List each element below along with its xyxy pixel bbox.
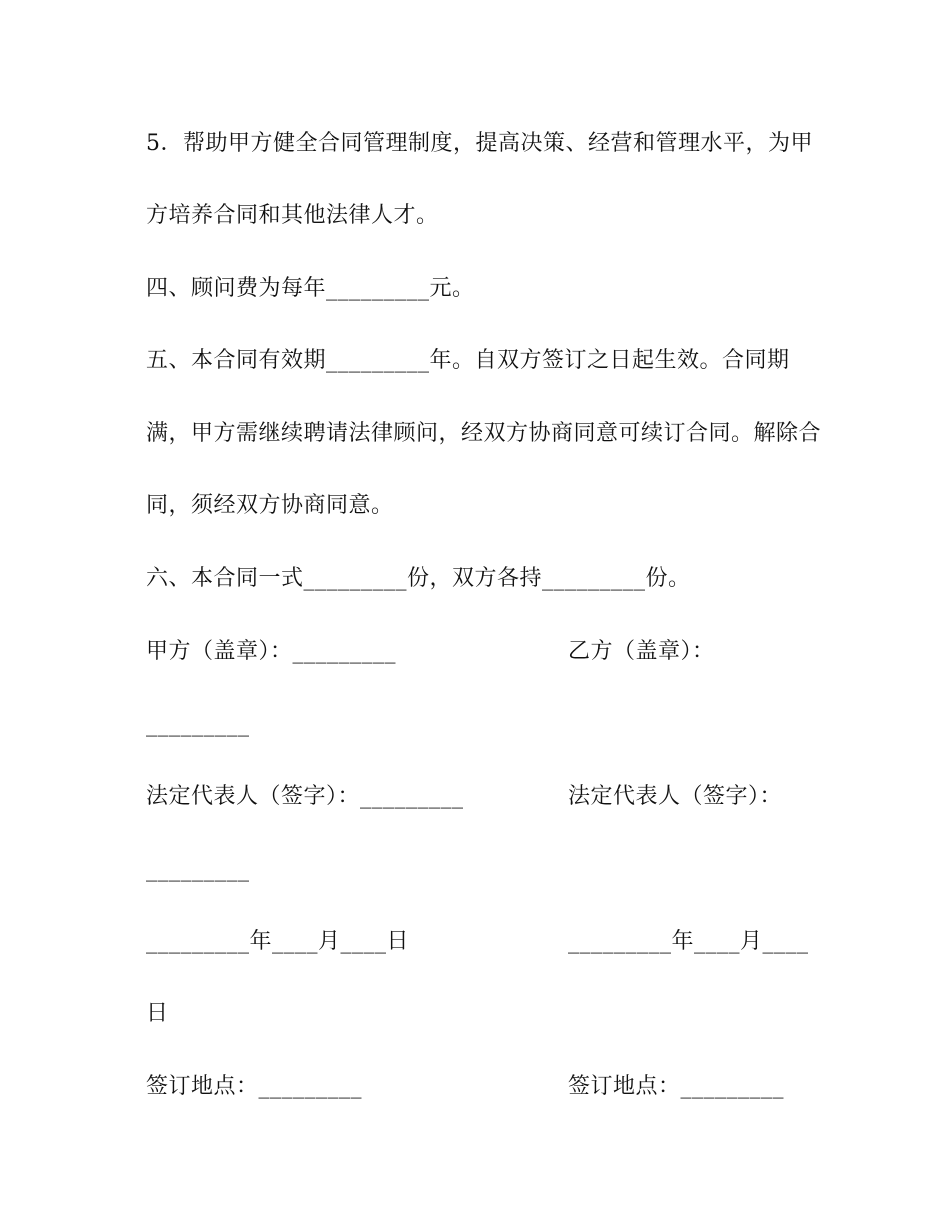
clause-fee: 四、顾问费为每年_________元。 (146, 276, 475, 301)
party-b-representative-blank: _________ (146, 857, 250, 882)
clause-copies: 六、本合同一式_________份，双方各持_________份。 (146, 566, 691, 591)
party-a-representative: 法定代表人（签字）：_________ (146, 784, 464, 809)
clause-5-line-1: 5．帮助甲方健全合同管理制度，提高决策、经营和管理水平，为甲 (146, 131, 813, 156)
party-b-date: _________年____月____ (568, 929, 809, 954)
party-b-seal: 乙方（盖章）： (568, 639, 715, 664)
party-a-date: _________年____月____日 (146, 929, 410, 954)
clause-5-line-2: 方培养合同和其他法律人才。 (146, 203, 439, 228)
party-b-date-day: 日 (146, 1001, 169, 1026)
party-b-seal-blank: _________ (146, 712, 250, 737)
party-b-signing-place: 签订地点：_________ (568, 1074, 785, 1099)
clause-term-line-1: 五、本合同有效期_________年。自双方签订之日起生效。合同期 (146, 348, 790, 373)
party-a-signing-place: 签订地点：_________ (146, 1074, 363, 1099)
clause-term-line-3: 同，须经双方协商同意。 (146, 493, 394, 518)
party-b-representative: 法定代表人（签字）： (568, 784, 783, 809)
clause-term-line-2: 满，甲方需继续聘请法律顾问，经双方协商同意可续订合同。解除合 (146, 421, 822, 446)
party-a-seal: 甲方（盖章）：_________ (146, 639, 397, 664)
